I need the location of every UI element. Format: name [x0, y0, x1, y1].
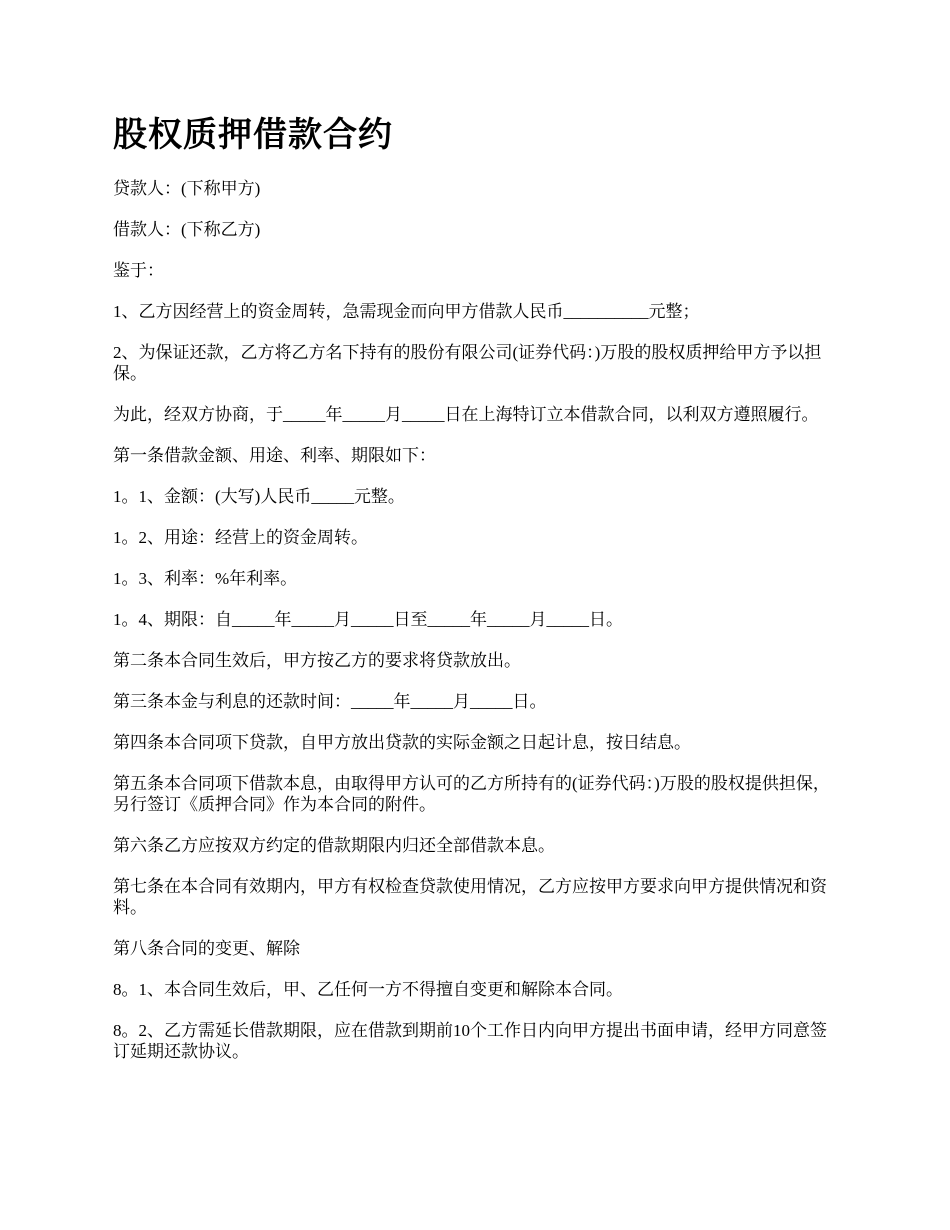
document-page: [113, 112, 843, 1082]
article-4: 第四条本合同项下贷款，自甲方放出贷款的实际金额之日起计息，按日结息。: [113, 733, 691, 752]
article-1-purpose: 1。2、用途：经营上的资金周转。: [113, 528, 368, 547]
article-1-amount: 1。1、金额：(大写)人民币_____元整。: [113, 487, 405, 506]
article-8-clause-1: 8。1、本合同生效后，甲、乙任何一方不得擅自变更和解除本合同。: [113, 980, 623, 999]
article-5: 第五条本合同项下借款本息，由取得甲方认可的乙方所持有的(证券代码：)万股的股权提供担保，另行签订《质押合同》作为本合同的附件。: [113, 774, 830, 814]
paragraph-lender: 贷款人：(下称甲方): [113, 179, 261, 198]
article-7: 第七条在本合同有效期内，甲方有权检查贷款使用情况，乙方应按甲方要求向甲方提供情况和资料。: [113, 877, 827, 917]
article-1-rate: 1。3、利率：%年利率。: [113, 569, 298, 588]
paragraph-recital-2: 2、为保证还款，乙方将乙方名下持有的股份有限公司(证券代码：)万股的股权质押给甲方予以担保。: [113, 343, 822, 383]
article-3: 第三条本金与利息的还款时间：_____年_____月_____日。: [113, 692, 547, 711]
article-1-term: 1。4、期限：自_____年_____月_____日至_____年_____月_____日。: [113, 610, 623, 629]
paragraph-agreement: 为此，经双方协商，于_____年_____月_____日在上海特订立本借款合同，以利双方遵照履行。: [113, 405, 819, 424]
paragraph-recital-1: 1、乙方因经营上的资金周转，急需现金而向甲方借款人民币__________元整；: [113, 302, 700, 321]
paragraph-whereas: 鉴于：: [113, 261, 164, 280]
article-2: 第二条本合同生效后，甲方按乙方的要求将贷款放出。: [113, 651, 521, 670]
paragraph-borrower: 借款人：(下称乙方): [113, 220, 261, 239]
article-8-heading: 第八条合同的变更、解除: [113, 939, 300, 958]
article-6: 第六条乙方应按双方约定的借款期限内归还全部借款本息。: [113, 836, 555, 855]
article-8-clause-2: 8。2、乙方需延长借款期限，应在借款到期前10个工作日内向甲方提出书面申请，经甲方同意签订延期还款协议。: [113, 1021, 827, 1061]
document-title: 股权质押借款合约: [113, 117, 393, 154]
article-1-heading: 第一条借款金额、用途、利率、期限如下：: [113, 446, 436, 465]
